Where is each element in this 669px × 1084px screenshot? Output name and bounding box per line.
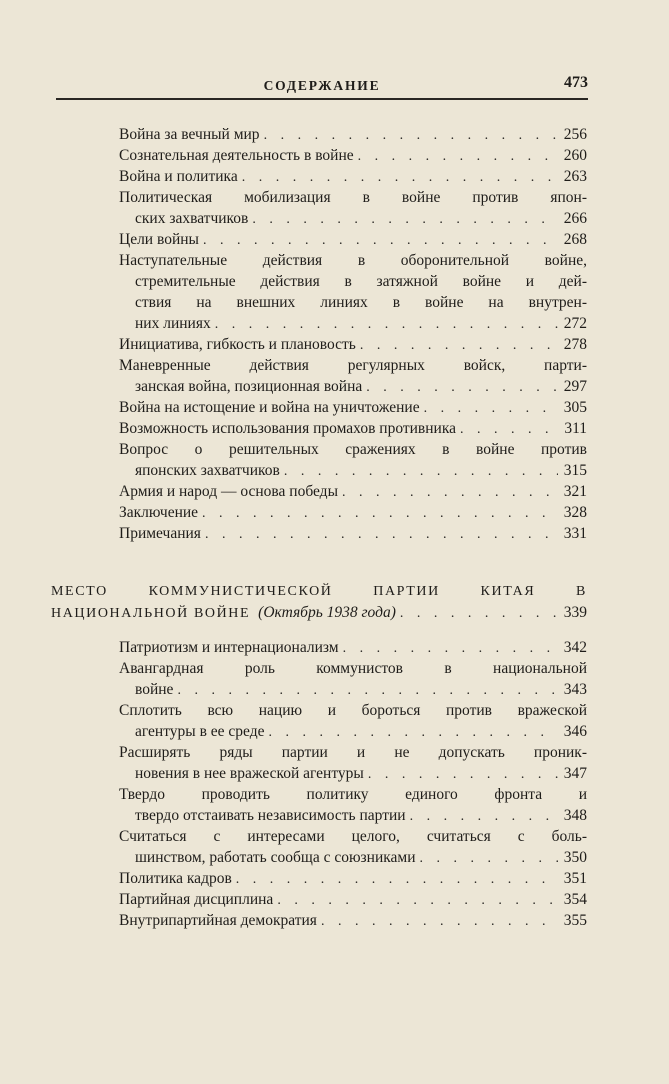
toc-entry-title: Война за вечный мир — [119, 126, 260, 143]
toc-entry-title: агентуры в ее среде — [135, 723, 265, 740]
toc-entry-title: них линиях — [135, 315, 211, 332]
toc-entry[interactable] — [119, 889, 587, 910]
section-heading[interactable] — [51, 581, 587, 623]
toc-entry-title: Маневренные действия регулярных войск, парти- — [119, 357, 587, 374]
dot-leader — [252, 209, 557, 230]
dot-leader — [242, 167, 558, 188]
toc-entry[interactable] — [119, 187, 587, 229]
dot-leader — [342, 482, 558, 503]
section-heading-date: (Октябрь 1938 года) — [258, 604, 396, 621]
header-page-number: 473 — [564, 74, 588, 91]
dot-leader — [177, 680, 557, 701]
toc-entry[interactable] — [119, 439, 587, 481]
toc-page-number: 339 — [563, 604, 587, 621]
toc-entry-title: твердо отстаивать независимость партии — [135, 807, 406, 824]
dot-leader — [400, 603, 558, 624]
toc-page-number: 321 — [563, 483, 587, 500]
toc-page-number: 331 — [563, 525, 587, 542]
toc-page-number: 256 — [563, 126, 587, 143]
toc-page-number: 315 — [563, 462, 587, 479]
toc-entry-title: новения в нее вражеской агентуры — [135, 765, 364, 782]
toc-entry-title: Заключение — [119, 504, 199, 521]
toc-entry-title: ствия на внешних линиях в войне на внутрен- — [135, 294, 587, 311]
toc-page-number: 354 — [563, 891, 587, 908]
toc-page-number: 272 — [563, 315, 587, 332]
toc-entry-title: занская война, позиционная война — [135, 378, 363, 395]
toc-entry[interactable] — [119, 868, 587, 889]
toc-page-number: 268 — [563, 231, 587, 248]
toc-entry-title: стремительные действия в затяжной войне и дей- — [135, 273, 587, 290]
toc-entry-title: Авангардная роль коммунистов в национальной — [119, 660, 587, 677]
dot-leader — [215, 314, 558, 335]
toc-entry[interactable] — [119, 637, 587, 658]
toc-entry[interactable] — [119, 166, 587, 187]
toc-entry-title: Считаться с интересами целого, считаться с боль- — [119, 828, 587, 845]
dot-leader — [360, 335, 558, 356]
toc-page-number: 346 — [563, 723, 587, 740]
toc-page-number: 342 — [563, 639, 587, 656]
toc-entry[interactable] — [119, 502, 587, 523]
toc-entry-title: войне — [135, 681, 174, 698]
toc-entry[interactable] — [119, 124, 587, 145]
dot-leader — [236, 869, 558, 890]
toc-entry-title: Партийная дисциплина — [119, 891, 274, 908]
header-rule — [56, 98, 588, 100]
toc-page-number: 260 — [563, 147, 587, 164]
header-title: СОДЕРЖАНИЕ — [263, 78, 381, 93]
toc-entry-title: Цели войны — [119, 231, 199, 248]
toc-entry-title: Вопрос о решительных сражениях в войне против — [119, 441, 587, 458]
toc-entry-title: Расширять ряды партии и не допускать проник- — [119, 744, 587, 761]
toc-entry[interactable] — [119, 826, 587, 868]
toc-entry[interactable] — [119, 229, 587, 250]
dot-leader — [268, 722, 557, 743]
section-heading-line: МЕСТО КОММУНИСТИЧЕСКОЙ ПАРТИИ КИТАЯ В — [51, 584, 587, 599]
toc-page-number: 350 — [563, 849, 587, 866]
toc-entry[interactable] — [119, 481, 587, 502]
toc-entry-title: Сплотить всю нацию и бороться против вражеской — [119, 702, 587, 719]
dot-leader — [202, 503, 558, 524]
toc-entry-title: японских захватчиков — [135, 462, 280, 479]
toc-page-number: 348 — [563, 807, 587, 824]
toc-entry[interactable] — [119, 784, 587, 826]
dot-leader — [358, 146, 558, 167]
toc-entry-title: Политика кадров — [119, 870, 232, 887]
toc-page-number: 355 — [563, 912, 587, 929]
dot-leader — [284, 461, 558, 482]
dot-leader — [203, 230, 558, 251]
toc-page-number: 328 — [563, 504, 587, 521]
toc-entry-title: Политическая мобилизация в войне против япон- — [119, 189, 587, 206]
toc-entry-title: Наступательные действия в оборонительной войне, — [119, 252, 587, 269]
toc-entry[interactable] — [119, 334, 587, 355]
toc-entry[interactable] — [119, 418, 587, 439]
toc-entry[interactable] — [119, 742, 587, 784]
toc-entry-title: Твердо проводить политику единого фронта и — [119, 786, 587, 803]
dot-leader — [343, 638, 558, 659]
toc-entry-title: Внутрипартийная демократия — [119, 912, 317, 929]
toc-page-number: 347 — [563, 765, 587, 782]
dot-leader — [277, 890, 557, 911]
toc-page-number: 263 — [563, 168, 587, 185]
toc-entry[interactable] — [119, 145, 587, 166]
dot-leader — [420, 848, 558, 869]
toc-page-number: 311 — [564, 420, 587, 437]
toc-entry-title: Патриотизм и интернационализм — [119, 639, 339, 656]
dot-leader — [368, 764, 558, 785]
toc-entry-title: ских захватчиков — [135, 210, 249, 227]
toc-entry-title: Сознательная деятельность в войне — [119, 147, 354, 164]
dot-leader — [366, 377, 558, 398]
toc-entry-title: Армия и народ — основа победы — [119, 483, 338, 500]
toc-entry[interactable] — [119, 397, 587, 418]
section-heading-title: НАЦИОНАЛЬНОЙ ВОЙНЕ — [51, 606, 251, 621]
dot-leader — [264, 125, 558, 146]
toc-page-number: 305 — [563, 399, 587, 416]
dot-leader — [321, 911, 558, 932]
toc-entry-title: Война и политика — [119, 168, 238, 185]
toc-entry[interactable] — [119, 523, 587, 544]
toc-entry[interactable] — [119, 658, 587, 700]
toc-entry[interactable] — [119, 910, 587, 931]
toc-page-number: 343 — [563, 681, 587, 698]
toc-entry-title: Война на истощение и война на уничтожение — [119, 399, 420, 416]
toc-entry[interactable] — [119, 250, 587, 334]
dot-leader — [424, 398, 558, 419]
dot-leader — [460, 419, 558, 440]
dot-leader — [410, 806, 558, 827]
toc-entry[interactable] — [119, 355, 587, 397]
toc-entry-title: Инициатива, гибкость и плановость — [119, 336, 356, 353]
toc-page-number: 266 — [563, 210, 587, 227]
toc-page-number: 351 — [563, 870, 587, 887]
toc-entry-title: Примечания — [119, 525, 201, 542]
toc-entry-title: шинством, работать сообща с союзниками — [135, 849, 416, 866]
toc-entry[interactable] — [119, 700, 587, 742]
dot-leader — [205, 524, 558, 545]
toc-page-number: 278 — [563, 336, 587, 353]
toc-page-number: 297 — [563, 378, 587, 395]
toc-entry-title: Возможность использования промахов противника — [119, 420, 457, 437]
